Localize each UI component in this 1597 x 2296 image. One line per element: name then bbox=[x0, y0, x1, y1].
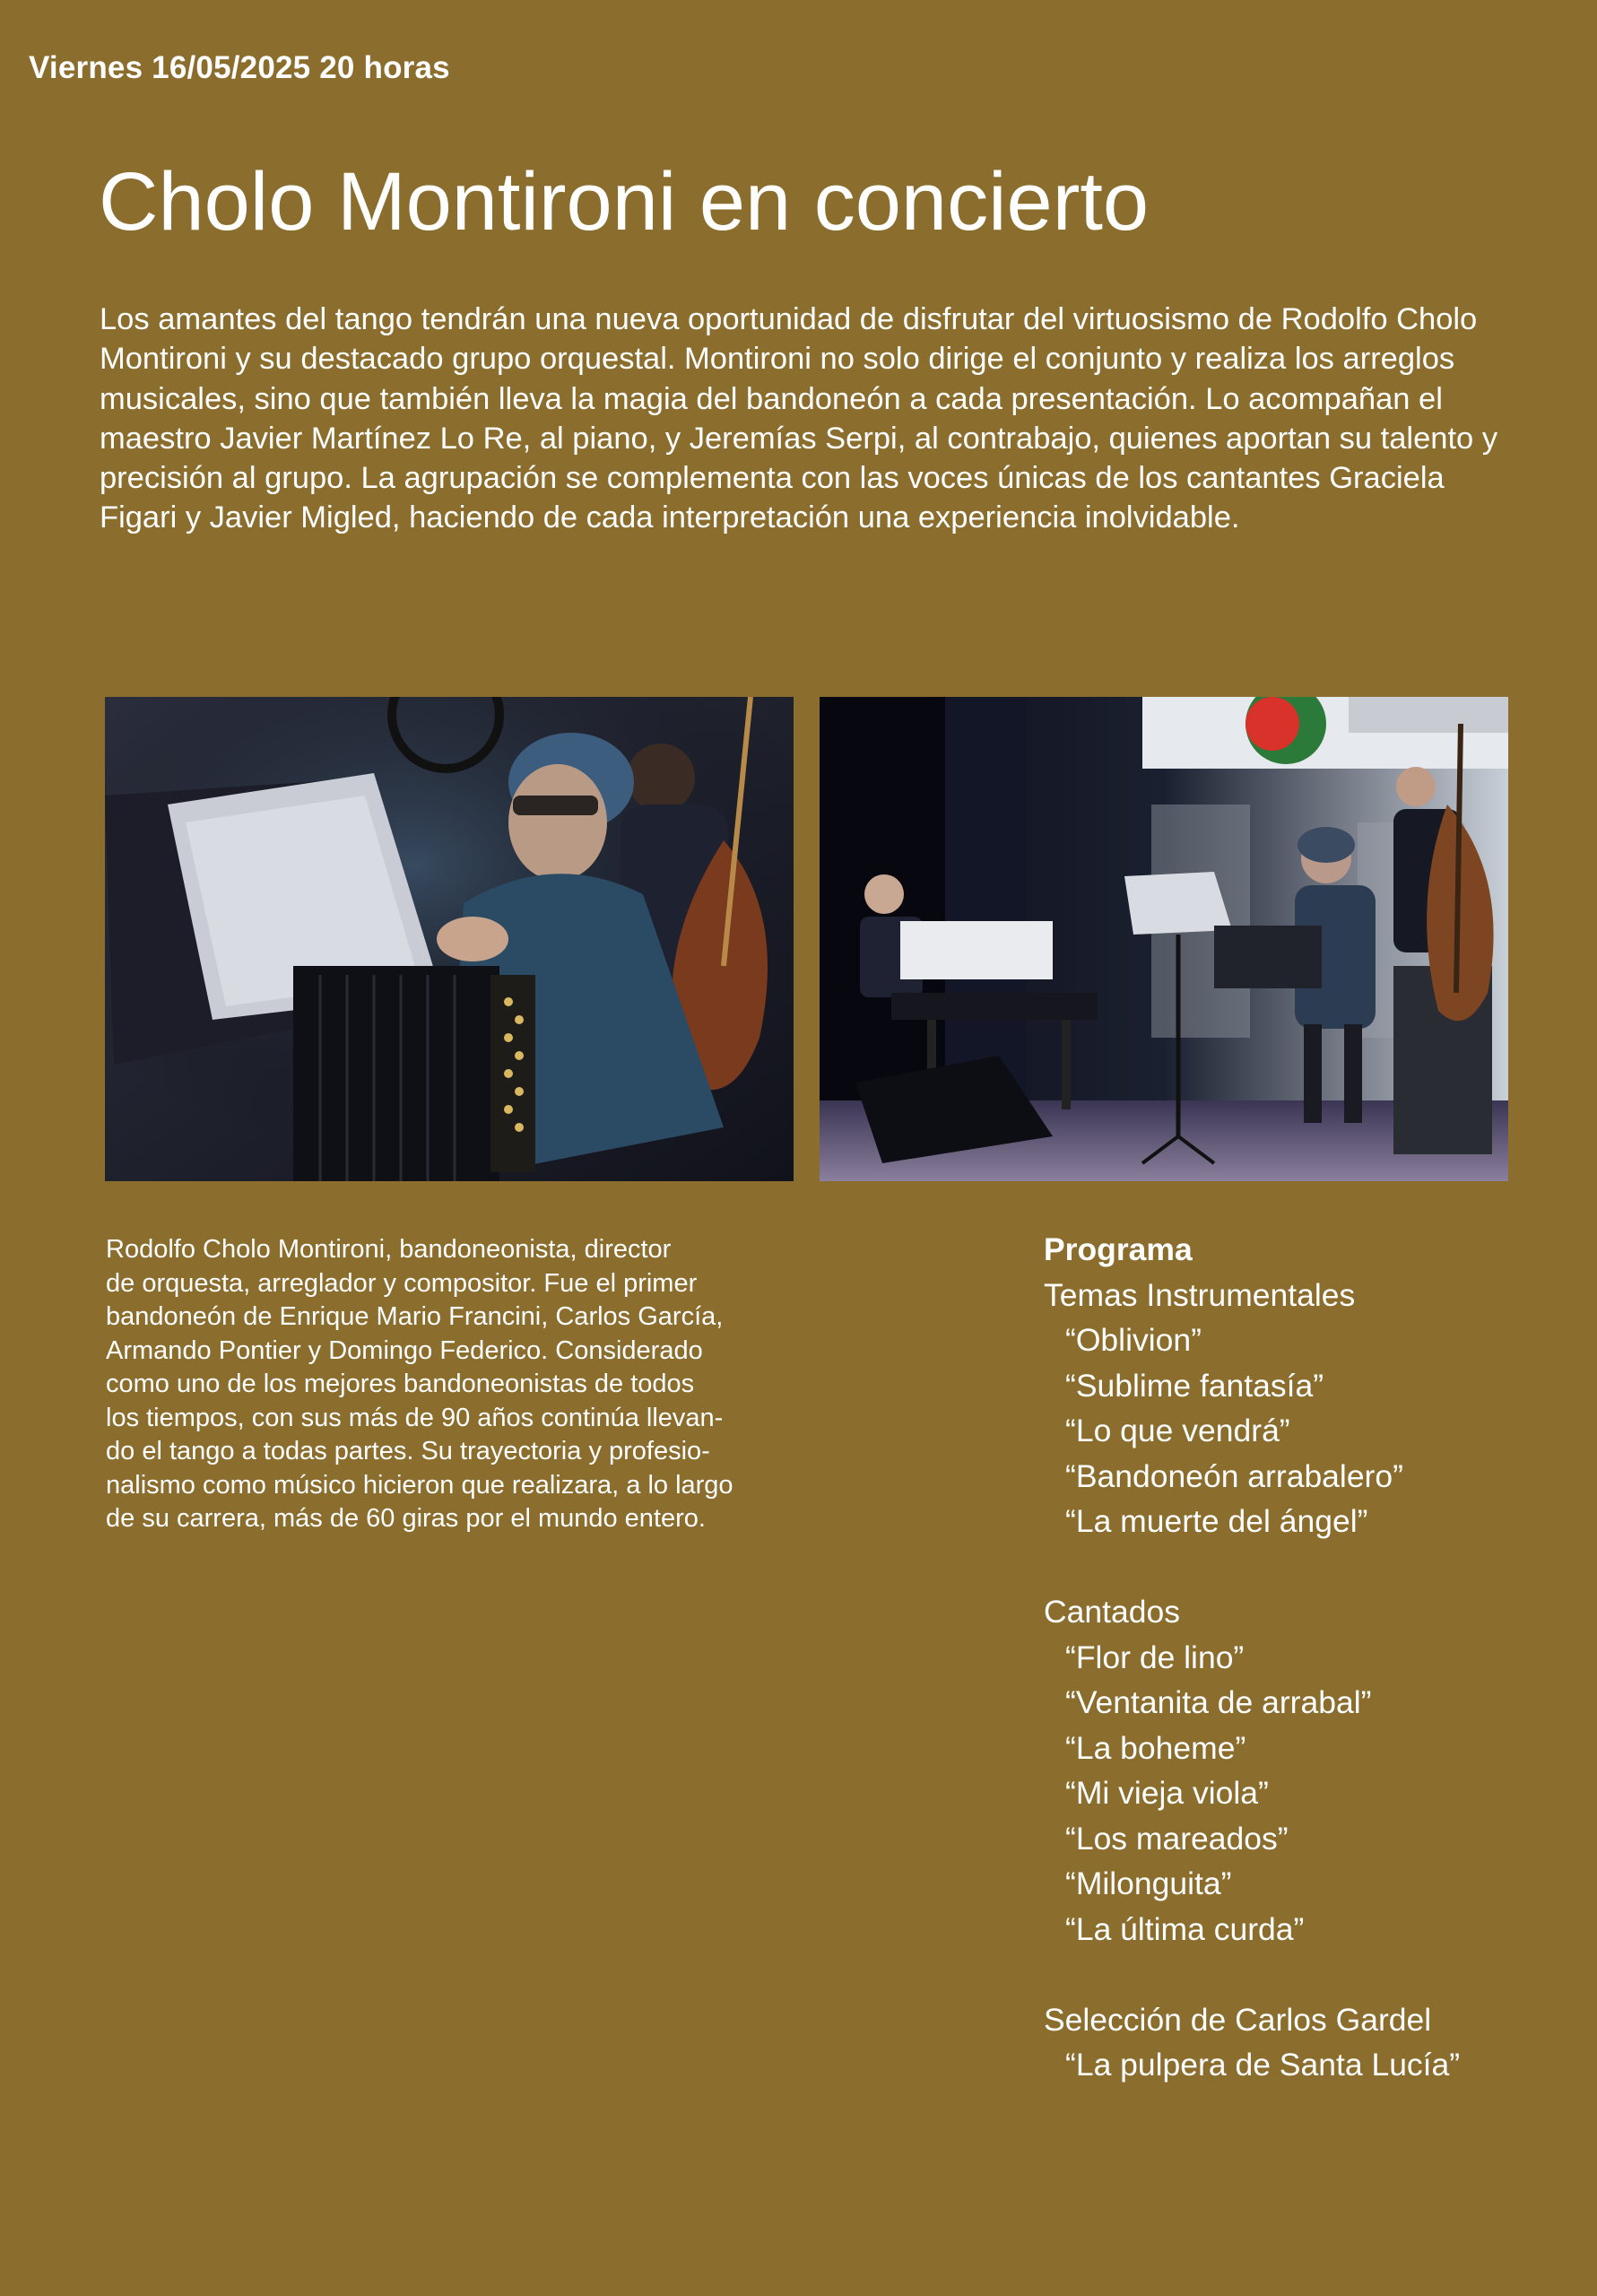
program-list bbox=[1044, 1227, 1546, 2133]
list-item: “Lo que vendrá” bbox=[1065, 1413, 1290, 1448]
list-item: “La muerte del ángel” bbox=[1065, 1503, 1368, 1539]
list-item: “La pulpera de Santa Lucía” bbox=[1065, 2047, 1461, 2083]
list-item: “Bandoneón arrabalero” bbox=[1065, 1457, 1403, 1494]
section-title: Cantados bbox=[1044, 1594, 1180, 1630]
stage-ensemble-photo bbox=[820, 697, 1508, 1181]
bio-paragraph: Rodolfo Cholo Montironi, bandoneonista, director de orquesta, arreglador y compositor. Fue el primer bandoneón de Enrique Mario Francini, Carlos García, Armando Pontier y Domingo Federico. Considerado como uno de los mejores bandoneonistas de todos los tiempos, con sus más de 90 años continúa llevan- do el tango a todas partes. Su trayectoria y profesio- nalismo como músico hicieron que realizara, a lo largo de su carrera, más de 60 giras por el mundo entero. bbox=[106, 1235, 733, 1533]
program-section-cantados bbox=[1044, 1589, 1546, 1952]
section-title: Selección de Carlos Gardel bbox=[1044, 2001, 1432, 2038]
list-item: “Ventanita de arrabal” bbox=[1065, 1684, 1372, 1720]
program-section-gardel bbox=[1044, 1997, 1546, 2088]
bandoneonist-closeup-photo bbox=[105, 697, 794, 1181]
intro-paragraph: Los amantes del tango tendrán una nueva oportunidad de disfrutar del virtuosismo de Rodolfo Cholo Montironi y su destacado grupo orquestal. Montironi no solo dirige el conjunto y realiza los arreglos musicales, sino que también lleva la magia del bandoneón a cada presentación. Lo acompañan el maestro Javier Martínez Lo Re, al piano, y Jeremías Serpi, al contrabajo, quienes aportan su talento y precisión al grupo. La agrupación se complementa con las voces únicas de los cantantes Graciela Figari y Javier Migled, haciendo de cada interpretación una experiencia inolvidable. bbox=[100, 302, 1498, 535]
list-item: “Sublime fantasía” bbox=[1065, 1367, 1324, 1404]
list-item: “Los mareados” bbox=[1065, 1820, 1289, 1857]
list-item: “Oblivion” bbox=[1065, 1322, 1202, 1358]
page-title: Cholo Montironi en concierto bbox=[99, 156, 1150, 248]
list-item: “Flor de lino” bbox=[1065, 1639, 1245, 1675]
program-heading: Programa bbox=[1044, 1231, 1193, 1267]
list-item: “Milonguita” bbox=[1065, 1866, 1232, 1901]
event-date: Viernes 16/05/2025 20 horas bbox=[29, 50, 450, 85]
section-title: Temas Instrumentales bbox=[1044, 1276, 1356, 1313]
list-item: “La última curda” bbox=[1065, 1910, 1305, 1947]
list-item: “La boheme” bbox=[1065, 1729, 1246, 1766]
list-item: “Mi vieja viola” bbox=[1065, 1775, 1269, 1811]
program-section-instrumentales bbox=[1044, 1273, 1546, 1544]
